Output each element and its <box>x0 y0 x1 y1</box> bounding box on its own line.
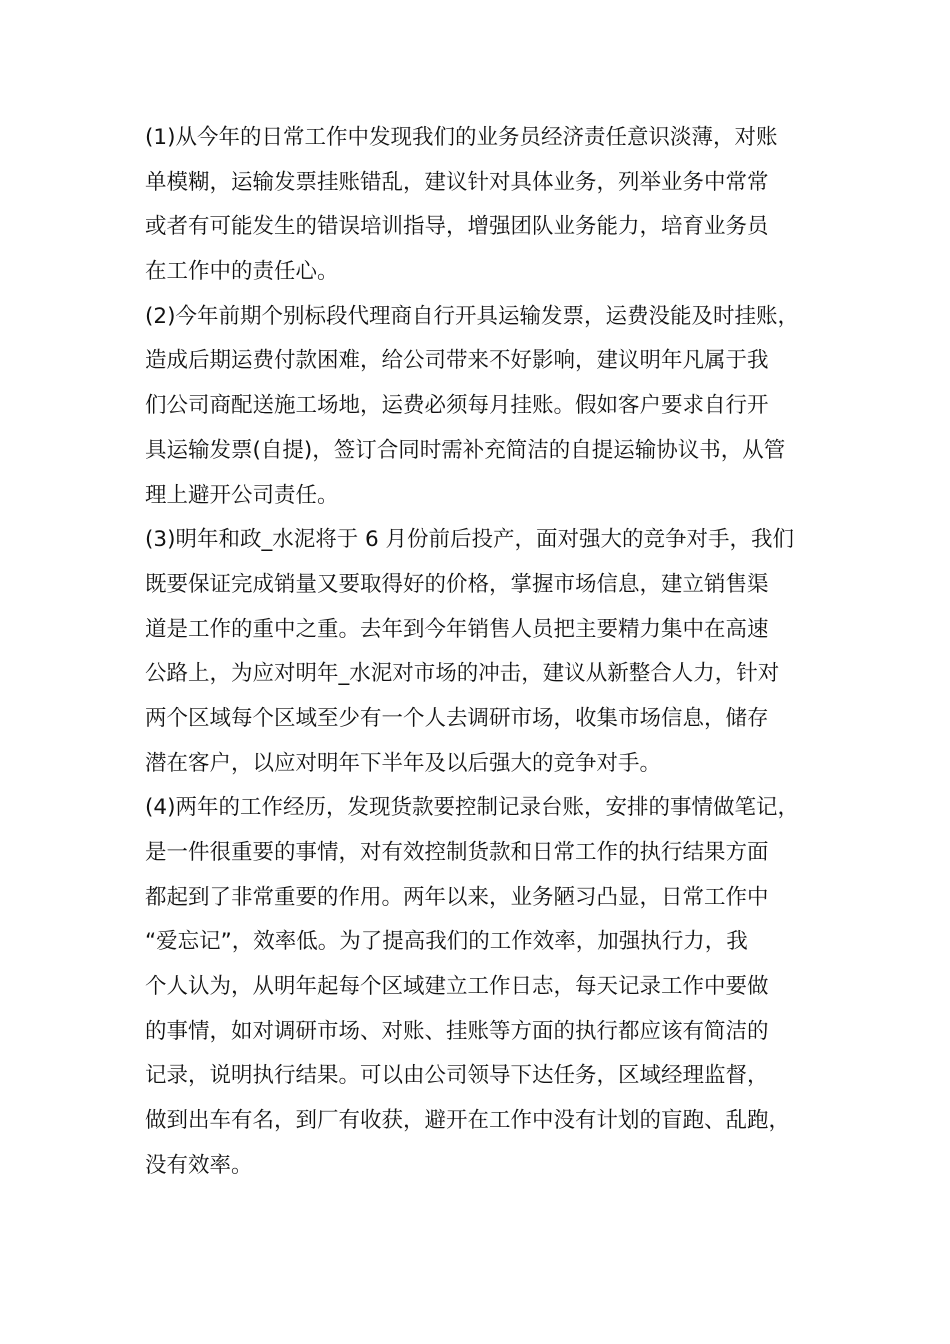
text-line: 记录，说明执行结果。可以由公司领导下达任务，区域经理监督， <box>145 1063 769 1089</box>
text-line: (1)从今年的日常工作中发现我们的业务员经济责任意识淡薄，对账 <box>145 125 778 150</box>
text-line: 在工作中的责任心。 <box>145 259 339 285</box>
text-line: 具运输发票(自提)，签订合同时需补充简洁的自提运输协议书，从管 <box>145 437 786 463</box>
paragraph-3 <box>145 518 825 786</box>
text-line: (2)今年前期个别标段代理商自行开具运输发票，运费没能及时挂账， <box>145 303 799 329</box>
paragraph-1 <box>145 116 825 295</box>
text-line: 道是工作的重中之重。去年到今年销售人员把主要精力集中在高速 <box>145 616 769 642</box>
text-line: (3)明年和政_水泥将于 6 月份前后投产，面对强大的竞争对手，我们 <box>145 527 795 553</box>
text-line: (4)两年的工作经历，发现货款要控制记录台账，安排的事情做笔记， <box>145 795 799 821</box>
text-line: 潜在客户，以应对明年下半年及以后强大的竞争对手。 <box>145 750 662 776</box>
text-line: 做到出车有名，到厂有收获，避开在工作中没有计划的盲跑、乱跑， <box>145 1108 791 1134</box>
text-line: 个人认为，从明年起每个区域建立工作日志，每天记录工作中要做 <box>145 974 769 1000</box>
text-line: 两个区域每个区域至少有一个人去调研市场，收集市场信息，储存 <box>145 705 769 731</box>
text-line: 都起到了非常重要的作用。两年以来，业务陋习凸显，日常工作中 <box>145 884 769 910</box>
text-line: 既要保证完成销量又要取得好的价格，掌握市场信息，建立销售渠 <box>145 571 769 597</box>
text-line: 或者有可能发生的错误培训指导，增强团队业务能力，培育业务员 <box>145 214 769 240</box>
document-body <box>145 116 825 1189</box>
text-line: 是一件很重要的事情，对有效控制货款和日常工作的执行结果方面 <box>145 840 769 865</box>
text-line: 们公司商配送施工场地，运费必须每月挂账。假如客户要求自行开 <box>145 393 769 419</box>
text-line: “爱忘记”，效率低。为了提高我们的工作效率，加强执行力，我 <box>145 929 748 955</box>
text-line: 单模糊，运输发票挂账错乱，建议针对具体业务，列举业务中常常 <box>145 169 769 195</box>
text-line: 的事情，如对调研市场、对账、挂账等方面的执行都应该有简洁的 <box>145 1018 769 1044</box>
text-line: 理上避开公司责任。 <box>145 482 339 508</box>
paragraph-4 <box>145 786 825 1188</box>
text-line: 造成后期运费付款困难，给公司带来不好影响，建议明年凡属于我 <box>145 348 769 374</box>
text-line: 公路上，为应对明年_水泥对市场的冲击，建议从新整合人力，针对 <box>145 661 780 687</box>
text-line: 没有效率。 <box>145 1152 253 1178</box>
paragraph-2 <box>145 295 825 518</box>
